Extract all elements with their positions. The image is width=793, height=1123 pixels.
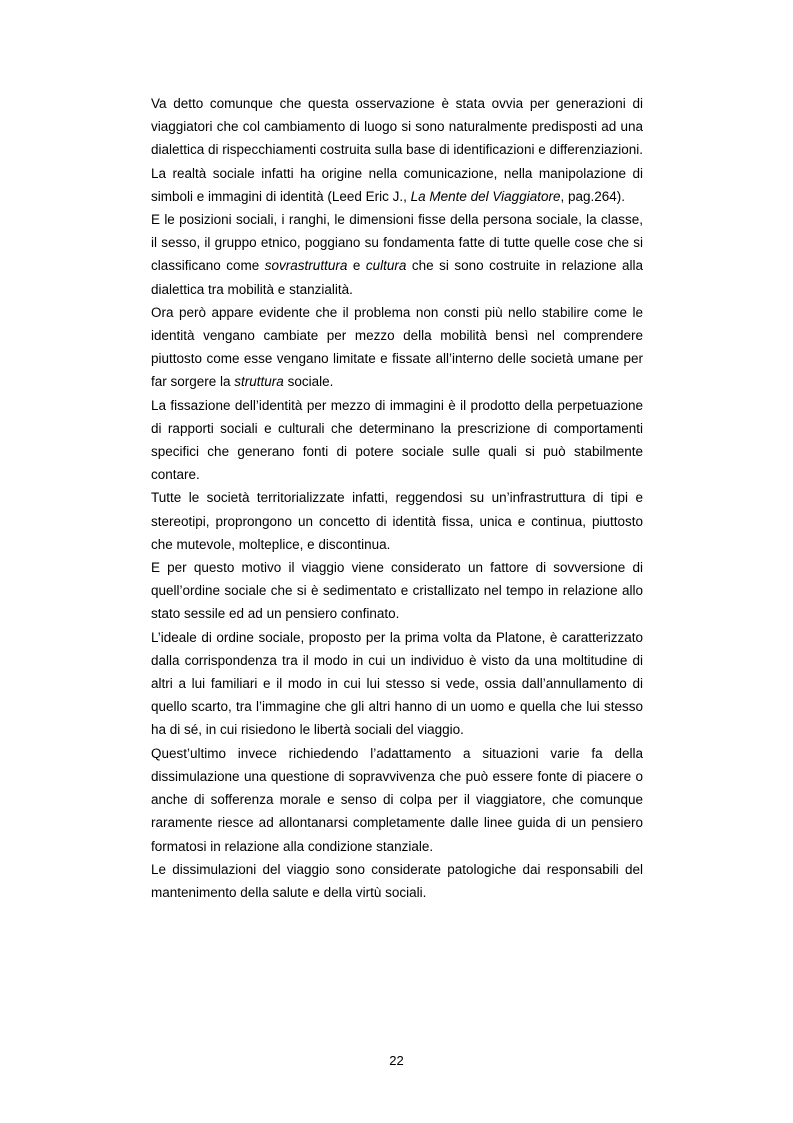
body-text — [151, 92, 643, 904]
text-run: Quest’ultimo invece richiedendo l’adattamento a situazioni varie fa della dissimulazione una questione di sopravvivenza che può essere fonte di piacere o anche di sofferenza morale e senso di colpa per il viaggiatore, che comunque raramente riesce ad allontanarsi completamente dalle linee guida di un pensiero formatosi in relazione alla condizione stanziale. — [151, 745, 643, 854]
text-run: Va detto comunque che questa osservazione è stata ovvia per generazioni di viaggiatori che col cambiamento di luogo si sono naturalmente predisposti ad una dialettica di rispecchiamenti costruita sulla base di identificazioni e differenziazioni. — [151, 96, 644, 158]
italic-text: La Mente del Viaggiatore — [410, 188, 561, 204]
paragraph — [151, 858, 643, 904]
text-run: che si sono costruite in relazione alla dialettica tra mobilità e stanzialità. — [151, 258, 643, 297]
paragraph — [151, 486, 643, 556]
text-run: L’ideale di ordine sociale, proposto per la prima volta da Platone, è caratterizzato dalla corrispondenza tra il modo in cui un individuo è visto da una moltitudine di altri a lui familiari e il modo in cui lui stesso si vede, ossia dall’annullamento di quello scarto, tra l’immagine che gli altri hanno di un uomo e quella che lui stesso ha di sé, in cui risiedono le libertà sociali del viaggio. — [151, 629, 643, 738]
text-run: e — [347, 258, 366, 274]
paragraph — [151, 162, 643, 208]
text-run: Ora però appare evidente che il problema non consti più nello stabilire come le identità vengano cambiate per mezzo della mobilità bensì nel comprendere piuttosto come esse vengano limitate e fissate all’interno delle società umane per far sorgere la — [151, 304, 643, 390]
paragraph — [151, 626, 643, 742]
text-run: Le dissimulazioni del viaggio sono considerate patologiche dai responsabili del mantenimento della salute e della virtù sociali. — [151, 861, 643, 900]
italic-text: struttura — [234, 374, 284, 390]
paragraph — [151, 208, 643, 301]
text-run: E le posizioni sociali, i ranghi, le dimensioni fisse della persona sociale, la classe, il sesso, il gruppo etnico, poggiano su fondamenta fatte di tutte quelle cose che si classificano come — [151, 212, 643, 274]
paragraph — [151, 742, 643, 858]
paragraph — [151, 394, 643, 487]
text-run: , pag.264). — [560, 188, 626, 204]
italic-text: cultura — [365, 258, 407, 274]
paragraph — [151, 301, 643, 394]
text-run: La fissazione dell’identità per mezzo di immagini è il prodotto della perpetuazione di rapporti sociali e culturali che determinano la prescrizione di comportamenti specifici che generano fonti di potere sociale sulle quali si può stabilmente contare. — [151, 397, 643, 483]
text-run: La realtà sociale infatti ha origine nella comunicazione, nella manipolazione di simboli e immagini di identità (Leed Eric J., — [151, 165, 643, 204]
paragraph — [151, 556, 643, 626]
paragraph — [151, 92, 643, 162]
text-run: E per questo motivo il viaggio viene considerato un fattore di sovversione di quell’ordine sociale che si è sedimentato e cristallizato nel tempo in relazione allo stato sessile ed ad un pensiero confinato. — [151, 560, 643, 622]
page-number: 22 — [389, 1053, 404, 1068]
italic-text: sovrastruttura — [264, 258, 348, 274]
text-run: sociale. — [283, 374, 334, 390]
text-run: Tutte le società territorializzate infatti, reggendosi su un’infrastruttura di tipi e stereotipi, proprongono un concetto di identità fissa, unica e continua, piuttosto che mutevole, molteplice, e discontinua. — [151, 490, 643, 552]
